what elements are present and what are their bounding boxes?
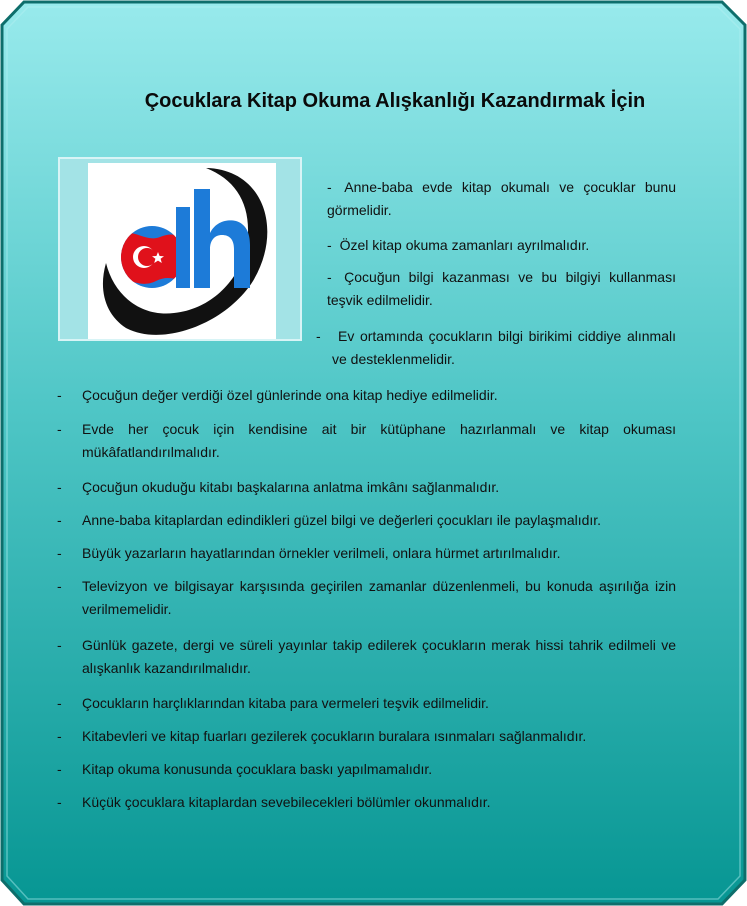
page-title: Çocuklara Kitap Okuma Alışkanlığı Kazandırmak İçin [144, 90, 646, 112]
list-item: Kitabevleri ve kitap fuarları gezilerek çocukların buralara ısınmaları sağlanmalıdır. [82, 728, 587, 744]
list-dash: - [316, 328, 321, 344]
list-dash: - [57, 794, 62, 810]
list-item: Evde her çocuk için kendisine ait bir kütüphane hazırlanmalı ve kitap okuması mükâfatlandırılmalıdır. [82, 421, 676, 460]
list-item: - Özel kitap okuma zamanları ayrılmalıdır. [327, 237, 590, 253]
letter-h-arch [210, 220, 250, 288]
list-dash: - [57, 695, 62, 711]
list-dash: - [57, 387, 62, 403]
letter-h-stem [194, 189, 210, 288]
list-dash: - [57, 728, 62, 744]
list-dash: - [57, 421, 62, 437]
list-item: Küçük çocuklara kitaplardan sevebilecekleri bölümler okunmalıdır. [82, 794, 491, 810]
dh-logo-icon [88, 163, 276, 339]
list-item: Çocuğun okuduğu kitabı başkalarına anlatma imkânı sağlanmalıdır. [82, 479, 500, 495]
list-item: Kitap okuma konusunda çocuklara baskı yapılmamalıdır. [82, 761, 433, 777]
logo-frame [58, 157, 302, 341]
list-item: Çocukların harçlıklarından kitaba para vermeleri teşvik edilmelidir. [82, 695, 489, 711]
list-item: Çocuğun değer verdiği özel günlerinde ona kitap hediye edilmelidir. [82, 387, 498, 403]
list-item: - Anne-baba evde kitap okumalı ve çocuklar bunu görmelidir. [327, 179, 677, 218]
list-item: Anne-baba kitaplardan edindikleri güzel bilgi ve değerleri çocukları ile paylaşmalıdır. [82, 512, 602, 528]
list-item: Ev ortamında çocukların bilgi birikimi ciddiye alınmalı ve desteklenmelidir. [332, 328, 676, 367]
list-item: Büyük yazarların hayatlarından örnekler verilmeli, onlara hürmet artırılmalıdır. [82, 545, 561, 561]
list-dash: - [57, 637, 62, 653]
list-dash: - [57, 479, 62, 495]
logo [88, 163, 276, 339]
list-dash: - [57, 545, 62, 561]
list-dash: - [57, 512, 62, 528]
list-dash: - [57, 761, 62, 777]
list-dash: - [57, 578, 62, 594]
list-item: - Çocuğun bilgi kazanması ve bu bilgiyi kullanması teşvik edilmelidir. [327, 269, 676, 308]
letter-d-stem [176, 207, 190, 288]
list-item: Günlük gazete, dergi ve süreli yayınlar takip edilerek çocukların merak hissi tahrik edilmeli ve alışkanlık kazandırılmalıdır. [82, 637, 676, 676]
list-item: Televizyon ve bilgisayar karşısında geçirilen zamanlar düzenlenmeli, bu konuda aşırılığa izin verilmemelidir. [82, 578, 676, 617]
